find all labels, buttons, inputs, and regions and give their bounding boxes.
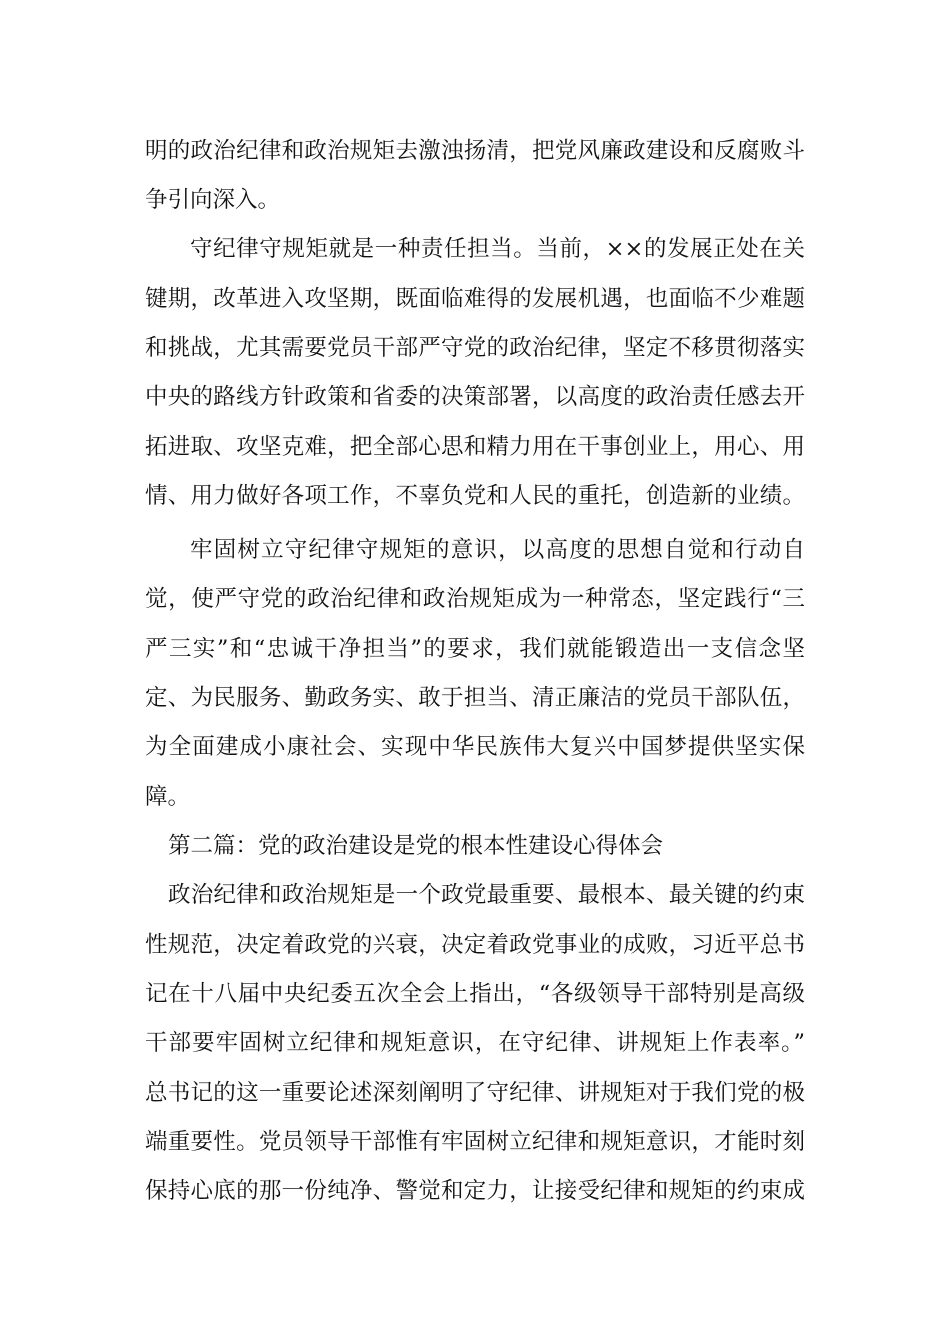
text-line: 定、为民服务、勤政务实、敢于担当、清正廉洁的党员干部队伍， [145, 685, 805, 711]
text-line: 争引向深入。 [145, 187, 281, 213]
text-line: 端重要性。党员领导干部惟有牢固树立纪律和规矩意识，才能时刻 [145, 1129, 805, 1155]
text-line: 保持心底的那一份纯净、警觉和定力，让接受纪律和规矩的约束成 [145, 1178, 805, 1204]
text-line: 键期，改革进入攻坚期，既面临难得的发展机遇，也面临不少难题 [145, 286, 805, 312]
text-line: 障。 [145, 784, 191, 810]
text-line: 总书记的这一重要论述深刻阐明了守纪律、讲规矩对于我们党的极 [145, 1080, 805, 1106]
section-heading: 第二篇：党的政治建设是党的根本性建设心得体会 [168, 833, 664, 859]
text-line: 觉，使严守党的政治纪律和政治规矩成为一种常态，坚定践行“三 [145, 586, 805, 612]
text-line: 政治纪律和政治规矩是一个政党最重要、最根本、最关键的约束 [168, 882, 805, 908]
text-line: 记在十八届中央纪委五次全会上指出，“各级领导干部特别是高级 [145, 981, 805, 1007]
text-line: 明的政治纪律和政治规矩去激浊扬清，把党风廉政建设和反腐败斗 [145, 138, 805, 164]
text-line: 守纪律守规矩就是一种责任担当。当前，××的发展正处在关 [190, 236, 805, 262]
text-line: 拓进取、攻坚克难，把全部心思和精力用在干事创业上，用心、用 [145, 434, 805, 460]
text-line: 严三实”和“忠诚干净担当”的要求，我们就能锻造出一支信念坚 [145, 636, 805, 662]
text-line: 干部要牢固树立纪律和规矩意识，在守纪律、讲规矩上作表率。” [145, 1030, 805, 1056]
text-line: 牢固树立守纪律守规矩的意识，以高度的思想自觉和行动自 [190, 537, 805, 563]
text-line: 为全面建成小康社会、实现中华民族伟大复兴中国梦提供坚实保 [145, 734, 805, 760]
text-line: 中央的路线方针政策和省委的决策部署，以高度的政治责任感去开 [145, 384, 805, 410]
text-line: 情、用力做好各项工作，不辜负党和人民的重托，创造新的业绩。 [145, 483, 805, 509]
text-line: 和挑战，尤其需要党员干部严守党的政治纪律，坚定不移贯彻落实 [145, 335, 805, 361]
text-line: 性规范，决定着政党的兴衰，决定着政党事业的成败，习近平总书 [145, 932, 805, 958]
